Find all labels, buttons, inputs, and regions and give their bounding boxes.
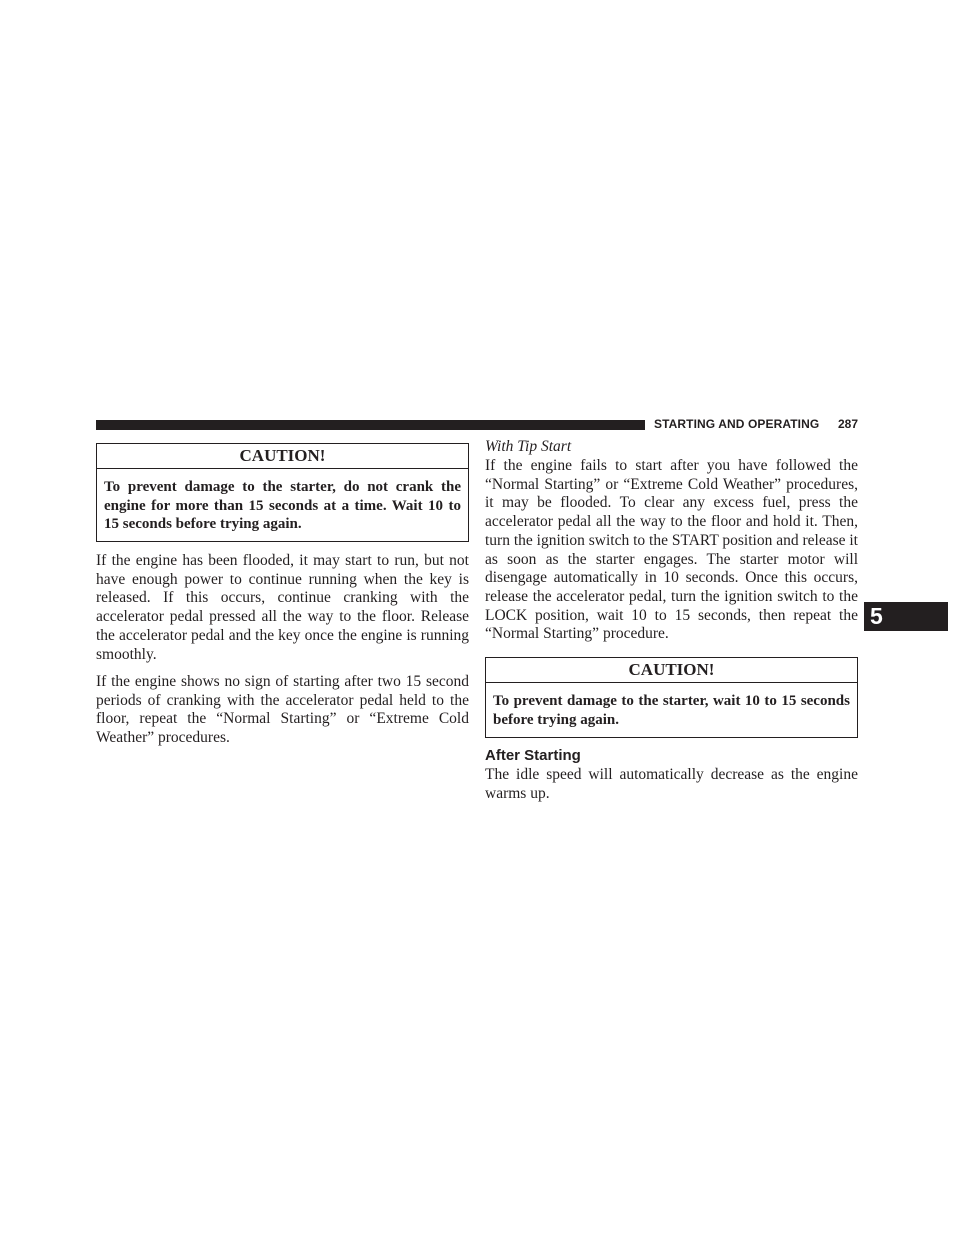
section-title: STARTING AND OPERATING [654, 417, 820, 431]
chapter-tab: 5 [864, 602, 948, 631]
flooded-engine-paragraph: If the engine has been flooded, it may start to run, but not have enough power to continue running when the key is released. If this occurs, continue cranking with the accelerator pedal pressed all the way to the floor. Release the accelerator pedal and the key once the engine is running smoothly. [96, 552, 469, 663]
caution-box-starter-wait [485, 657, 858, 738]
after-starting-paragraph: The idle speed will automatically decrease as the engine warms up. [485, 766, 858, 802]
no-start-paragraph: If the engine shows no sign of starting after two 15 second periods of cranking with the accelerator pedal held to the floor, repeat the “Normal Starting” or “Extreme Cold Weather” procedures. [96, 673, 469, 747]
caution-box-starter-crank [96, 443, 469, 542]
after-starting-heading: After Starting [485, 747, 581, 764]
page-number: 287 [838, 417, 859, 431]
header-rule [96, 420, 645, 430]
caution-text: To prevent damage to the starter, wait 10 to 15 seconds before trying again. [493, 693, 850, 728]
caution-title: CAUTION! [97, 444, 468, 469]
tip-start-subheading: With Tip Start [485, 438, 572, 455]
caution-title: CAUTION! [486, 658, 857, 683]
tip-start-paragraph: If the engine fails to start after you have followed the “Normal Starting” or “Extreme Cold Weather” procedures, it may be flooded. To clear any excess fuel, press the accelerator pedal all the way to the floor and hold it. Then, turn the ignition switch to the START position and release it as soon as the starter engages. The starter motor will disengage automatically in 10 seconds. Once this occurs, release the accelerator pedal, turn the ignition switch to the LOCK position, wait 10 to 15 seconds, then repeat the “Normal Starting” procedure. [485, 457, 858, 643]
caution-text: To prevent damage to the starter, do not crank the engine for more than 15 seconds at a time. Wait 10 to 15 seconds before trying again. [104, 479, 461, 533]
